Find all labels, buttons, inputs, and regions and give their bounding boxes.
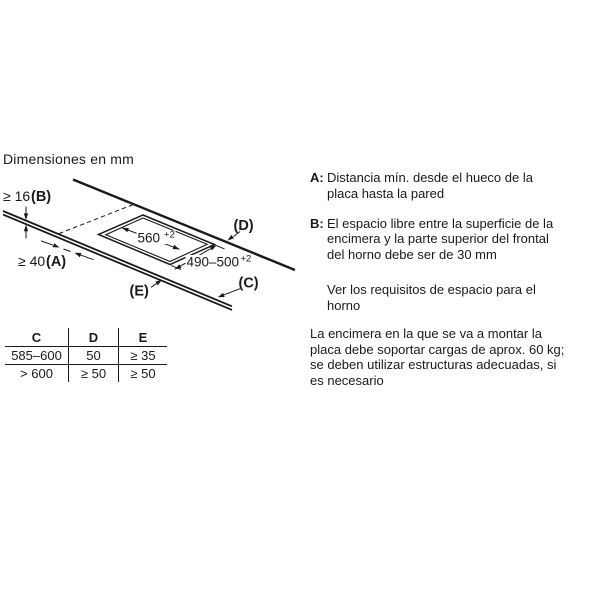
- note-load-line: se deben utilizar estructuras adecuadas, si: [310, 357, 557, 373]
- cell-d1: 50: [69, 347, 119, 365]
- note-a-line: placa hasta la pared: [327, 185, 445, 201]
- callout-c: [218, 276, 259, 298]
- note-a-line: Distancia mín. desde el hueco de la: [327, 170, 533, 185]
- ref-c-label: (C): [238, 275, 259, 292]
- ref-d-label: (D): [233, 218, 254, 234]
- depth-tolerance: +2: [240, 253, 252, 265]
- callout-d: [228, 218, 254, 241]
- note-b-label: B:: [310, 215, 324, 231]
- note-a-label: A:: [310, 170, 324, 185]
- thickness-ref-label: (B): [31, 189, 52, 205]
- front-distance-ref-label: (A): [46, 254, 67, 270]
- table-header-row: [5, 328, 167, 347]
- note-load-line: placa debe soportar cargas de aprox. 60 kg;: [310, 341, 565, 357]
- note-b-line: El espacio libre entre la superficie de la: [327, 215, 554, 231]
- page-title: Dimensiones en mm: [3, 151, 134, 167]
- width-tolerance: +2: [164, 229, 175, 241]
- depth-value: 490–500: [186, 254, 240, 270]
- note-load-line: es necesario: [310, 372, 384, 388]
- note-b-line: encimera y la parte superior del frontal: [327, 231, 549, 247]
- note-load: [310, 326, 564, 388]
- width-value: 560: [137, 230, 161, 246]
- reference-dashed-line: [57, 205, 134, 235]
- cell-c1: 585–600: [5, 347, 69, 365]
- col-header-d: D: [69, 328, 119, 347]
- col-header-c: C: [31, 329, 42, 345]
- note-b-line: del horno debe ser de 30 mm: [327, 246, 497, 262]
- cell-e2: ≥ 50: [119, 365, 168, 383]
- front-distance-dimension: [18, 241, 94, 270]
- table-row: [5, 365, 167, 383]
- col-header-e: E: [119, 328, 168, 347]
- thickness-value: ≥ 16: [3, 188, 31, 204]
- callout-e: [130, 280, 163, 300]
- front-distance-value: ≥ 40: [18, 253, 46, 269]
- dimensions-table: [5, 328, 167, 382]
- cell-e1: ≥ 35: [119, 347, 168, 365]
- note-oven-line: horno: [327, 297, 361, 313]
- cell-d2: ≥ 50: [69, 365, 119, 383]
- installation-diagram: [0, 170, 312, 318]
- note-oven-space: [310, 282, 536, 313]
- note-load-line: La encimera en la que se va a montar la: [310, 326, 542, 341]
- ref-e-label: (E): [129, 283, 149, 300]
- worktop-back-edge: [73, 180, 295, 271]
- cell-c2: > 600: [5, 365, 69, 383]
- table-row: [5, 347, 167, 365]
- note-oven-line: Ver los requisitos de espacio para el: [327, 282, 536, 297]
- width-dimension: [122, 228, 180, 250]
- note-b: [310, 216, 553, 263]
- note-a: [310, 170, 533, 201]
